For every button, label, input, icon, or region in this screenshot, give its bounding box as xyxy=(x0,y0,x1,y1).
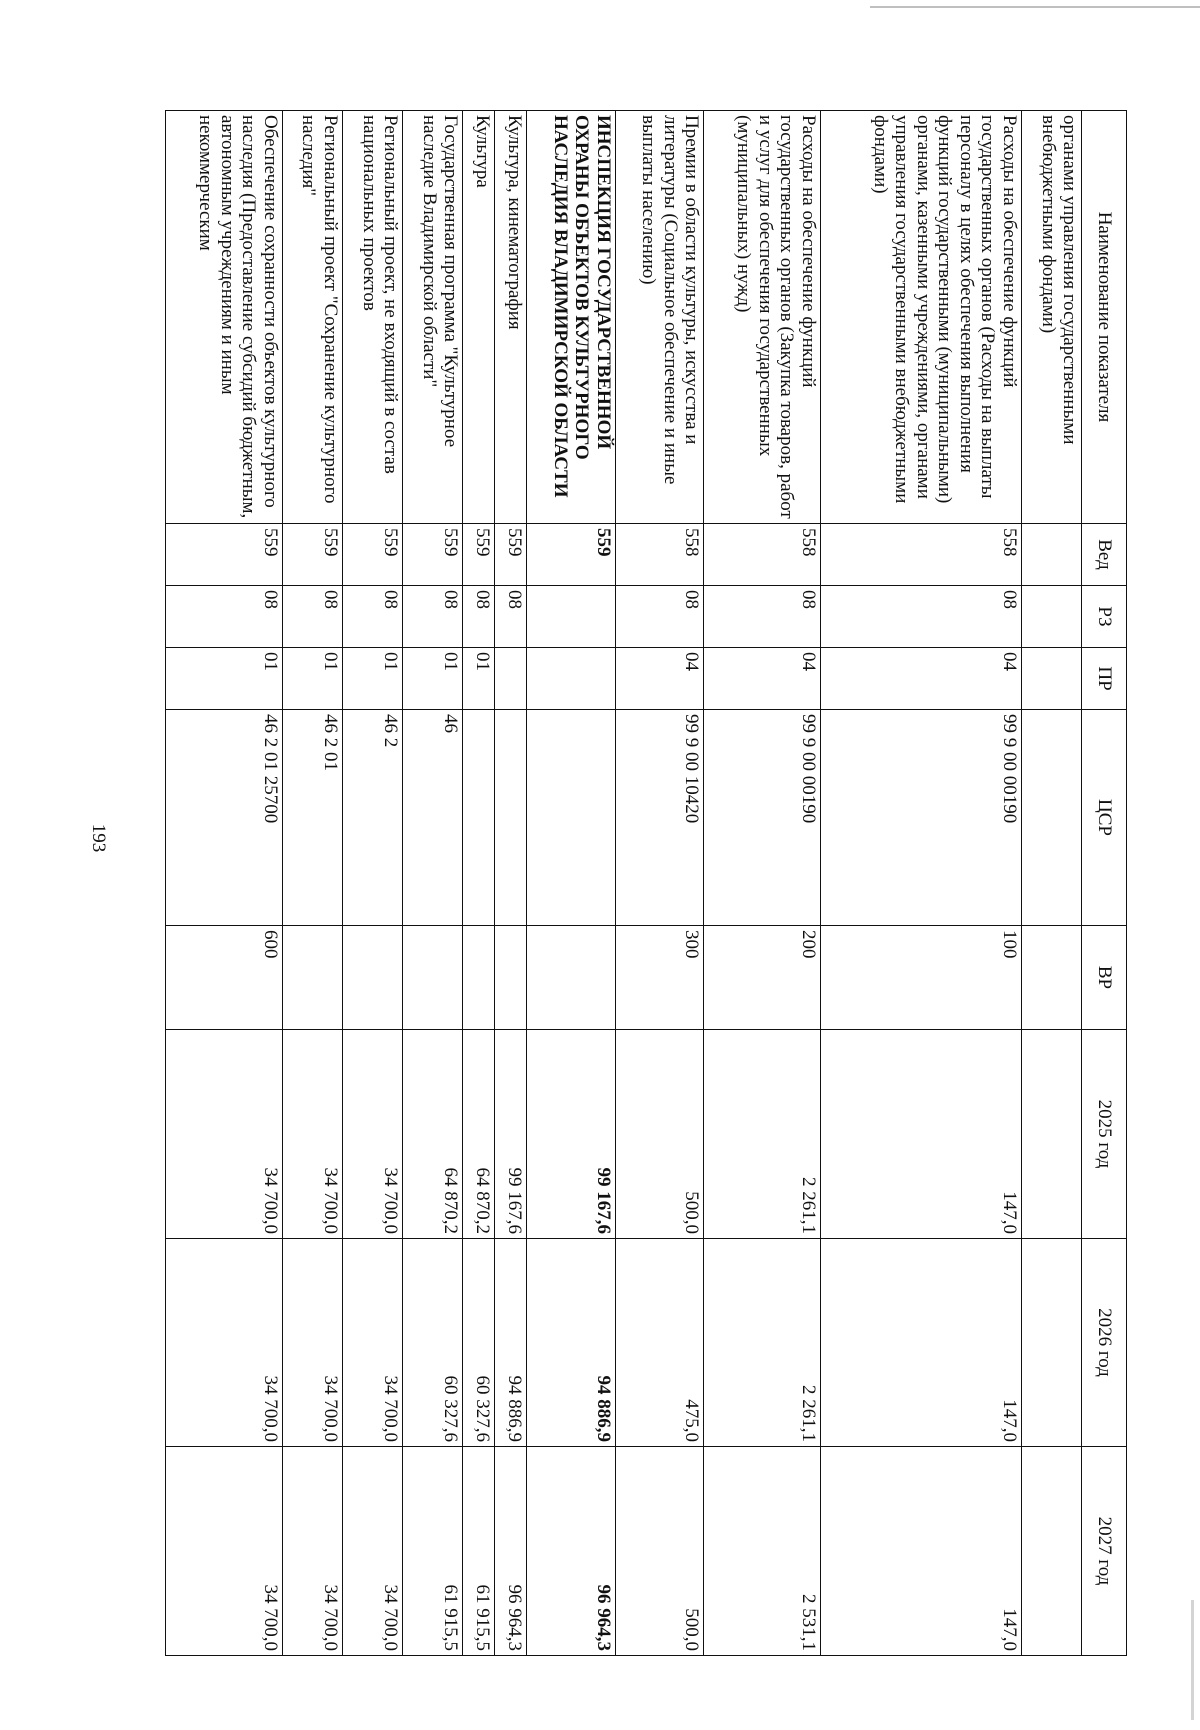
cell-2027: 147,0 xyxy=(820,1447,1021,1656)
table-row xyxy=(463,111,495,1656)
cell-csr: 99 9 00 10420 xyxy=(615,710,703,926)
cell-vr: 300 xyxy=(615,926,703,1030)
cell-rz xyxy=(1021,586,1081,648)
cell-pr: 04 xyxy=(820,648,1021,710)
header-2025: 2025 год xyxy=(1082,1030,1127,1239)
cell-2027: 96 964,3 xyxy=(495,1447,527,1656)
cell-ved: 558 xyxy=(820,524,1021,586)
cell-vr xyxy=(527,926,615,1030)
cell-vr xyxy=(1021,926,1081,1030)
cell-rz: 08 xyxy=(704,586,821,648)
cell-2027: 96 964,3 xyxy=(527,1447,615,1656)
cell-name: Обеспечение сохранности объектов культурного наследия (Предоставление субсидий бюджетным, автономным учреждениям и иным некоммерческим xyxy=(166,111,283,524)
cell-vr: 200 xyxy=(704,926,821,1030)
cell-rz: 08 xyxy=(166,586,283,648)
cell-name: Региональный проект "Сохранение культурного наследия" xyxy=(282,111,342,524)
budget-table xyxy=(165,110,1127,1656)
cell-ved: 559 xyxy=(166,524,283,586)
cell-2027: 500,0 xyxy=(615,1447,703,1656)
cell-ved: 559 xyxy=(463,524,495,586)
cell-2025 xyxy=(1021,1030,1081,1239)
cell-name: Премии в области культуры, искусства и литературы (Социальное обеспечение и иные выплаты населению) xyxy=(615,111,703,524)
cell-name: Расходы на обеспечение функций государственных органов (Расходы на выплаты персоналу в целях обеспечения выполнения функций государственными (муниципальными) органами, казенными учреждениями, органами управления государственными внебюджетными фондами) xyxy=(820,111,1021,524)
cell-vr xyxy=(403,926,463,1030)
cell-rz xyxy=(527,586,615,648)
header-name: Наименование показателя xyxy=(1082,111,1127,524)
table-row xyxy=(1021,111,1081,1656)
cell-rz: 08 xyxy=(282,586,342,648)
header-2027: 2027 год xyxy=(1082,1447,1127,1656)
scan-artifact-line xyxy=(870,6,1200,8)
cell-csr xyxy=(527,710,615,926)
cell-name: Региональный проект, не входящий в состав национальных проектов xyxy=(342,111,402,524)
cell-ved: 558 xyxy=(704,524,821,586)
rotated-table-content xyxy=(165,110,1127,1655)
cell-ved xyxy=(1021,524,1081,586)
table-row xyxy=(403,111,463,1656)
cell-2025: 500,0 xyxy=(615,1030,703,1239)
header-rz: РЗ xyxy=(1082,586,1127,648)
cell-csr: 46 2 01 xyxy=(282,710,342,926)
table-row xyxy=(166,111,283,1656)
cell-ved: 558 xyxy=(615,524,703,586)
table-row xyxy=(615,111,703,1656)
cell-2027: 34 700,0 xyxy=(282,1447,342,1656)
cell-2025: 147,0 xyxy=(820,1030,1021,1239)
cell-ved: 559 xyxy=(403,524,463,586)
cell-2025: 34 700,0 xyxy=(282,1030,342,1239)
cell-csr: 46 2 01 25700 xyxy=(166,710,283,926)
cell-ved: 559 xyxy=(282,524,342,586)
cell-2027: 61 915,5 xyxy=(403,1447,463,1656)
rotated-table-frame xyxy=(165,110,1200,1651)
cell-csr: 99 9 00 00190 xyxy=(704,710,821,926)
cell-pr xyxy=(1021,648,1081,710)
cell-2025: 99 167,6 xyxy=(495,1030,527,1239)
cell-2026: 34 700,0 xyxy=(282,1239,342,1447)
cell-pr xyxy=(527,648,615,710)
scan-artifact-edge xyxy=(1191,1600,1194,1720)
cell-2026 xyxy=(1021,1239,1081,1447)
cell-name: Расходы на обеспечение функций государственных органов (Закупка товаров, работ и услуг для обеспечения государственных (муниципальных) нужд) xyxy=(704,111,821,524)
cell-pr: 01 xyxy=(342,648,402,710)
cell-rz: 08 xyxy=(495,586,527,648)
table-row xyxy=(495,111,527,1656)
cell-name: Культура, кинематография xyxy=(495,111,527,524)
cell-vr xyxy=(282,926,342,1030)
cell-2026: 60 327,6 xyxy=(403,1239,463,1447)
cell-csr xyxy=(463,710,495,926)
cell-rz: 08 xyxy=(463,586,495,648)
cell-rz: 08 xyxy=(820,586,1021,648)
cell-pr: 01 xyxy=(166,648,283,710)
cell-2027: 61 915,5 xyxy=(463,1447,495,1656)
table-row xyxy=(342,111,402,1656)
cell-pr: 01 xyxy=(282,648,342,710)
cell-ved: 559 xyxy=(495,524,527,586)
cell-csr: 46 2 xyxy=(342,710,402,926)
cell-pr: 01 xyxy=(463,648,495,710)
header-pr: ПР xyxy=(1082,648,1127,710)
table-row xyxy=(527,111,615,1656)
cell-csr: 46 xyxy=(403,710,463,926)
cell-vr: 600 xyxy=(166,926,283,1030)
cell-2026: 94 886,9 xyxy=(495,1239,527,1447)
cell-2025: 64 870,2 xyxy=(463,1030,495,1239)
header-csr: ЦСР xyxy=(1082,710,1127,926)
cell-pr: 04 xyxy=(704,648,821,710)
cell-rz: 08 xyxy=(615,586,703,648)
cell-ved: 559 xyxy=(527,524,615,586)
cell-vr xyxy=(495,926,527,1030)
cell-pr xyxy=(495,648,527,710)
cell-2027 xyxy=(1021,1447,1081,1656)
table-row xyxy=(820,111,1021,1656)
cell-name: Культура xyxy=(463,111,495,524)
cell-2025: 99 167,6 xyxy=(527,1030,615,1239)
header-ved: Вед xyxy=(1082,524,1127,586)
cell-2025: 2 261,1 xyxy=(704,1030,821,1239)
cell-vr xyxy=(342,926,402,1030)
cell-pr: 04 xyxy=(615,648,703,710)
cell-2027: 34 700,0 xyxy=(166,1447,283,1656)
cell-2026: 34 700,0 xyxy=(166,1239,283,1447)
cell-name: Государственная программа "Культурное наследие Владимирской области" xyxy=(403,111,463,524)
cell-2025: 64 870,2 xyxy=(403,1030,463,1239)
cell-csr xyxy=(1021,710,1081,926)
cell-csr: 99 9 00 00190 xyxy=(820,710,1021,926)
cell-2026: 475,0 xyxy=(615,1239,703,1447)
table-body xyxy=(166,111,1082,1656)
header-2026: 2026 год xyxy=(1082,1239,1127,1447)
cell-rz: 08 xyxy=(403,586,463,648)
page-number: 193 xyxy=(88,823,109,853)
cell-2025: 34 700,0 xyxy=(166,1030,283,1239)
cell-pr: 01 xyxy=(403,648,463,710)
cell-name: органами управления государственными внебюджетными фондами) xyxy=(1021,111,1081,524)
cell-2026: 94 886,9 xyxy=(527,1239,615,1447)
cell-csr xyxy=(495,710,527,926)
cell-2026: 2 261,1 xyxy=(704,1239,821,1447)
cell-2025: 34 700,0 xyxy=(342,1030,402,1239)
cell-2026: 60 327,6 xyxy=(463,1239,495,1447)
cell-2026: 147,0 xyxy=(820,1239,1021,1447)
cell-ved: 559 xyxy=(342,524,402,586)
cell-vr: 100 xyxy=(820,926,1021,1030)
cell-2027: 34 700,0 xyxy=(342,1447,402,1656)
table-header-row xyxy=(1082,111,1127,1656)
cell-name: ИНСПЕКЦИЯ ГОСУДАРСТВЕННОЙ ОХРАНЫ ОБЪЕКТОВ КУЛЬТУРНОГО НАСЛЕДИЯ ВЛАДИМИРСКОЙ ОБЛАСТИ xyxy=(527,111,615,524)
cell-2027: 2 531,1 xyxy=(704,1447,821,1656)
cell-rz: 08 xyxy=(342,586,402,648)
table-row xyxy=(704,111,821,1656)
cell-2026: 34 700,0 xyxy=(342,1239,402,1447)
cell-vr xyxy=(463,926,495,1030)
header-vr: ВР xyxy=(1082,926,1127,1030)
table-row xyxy=(282,111,342,1656)
